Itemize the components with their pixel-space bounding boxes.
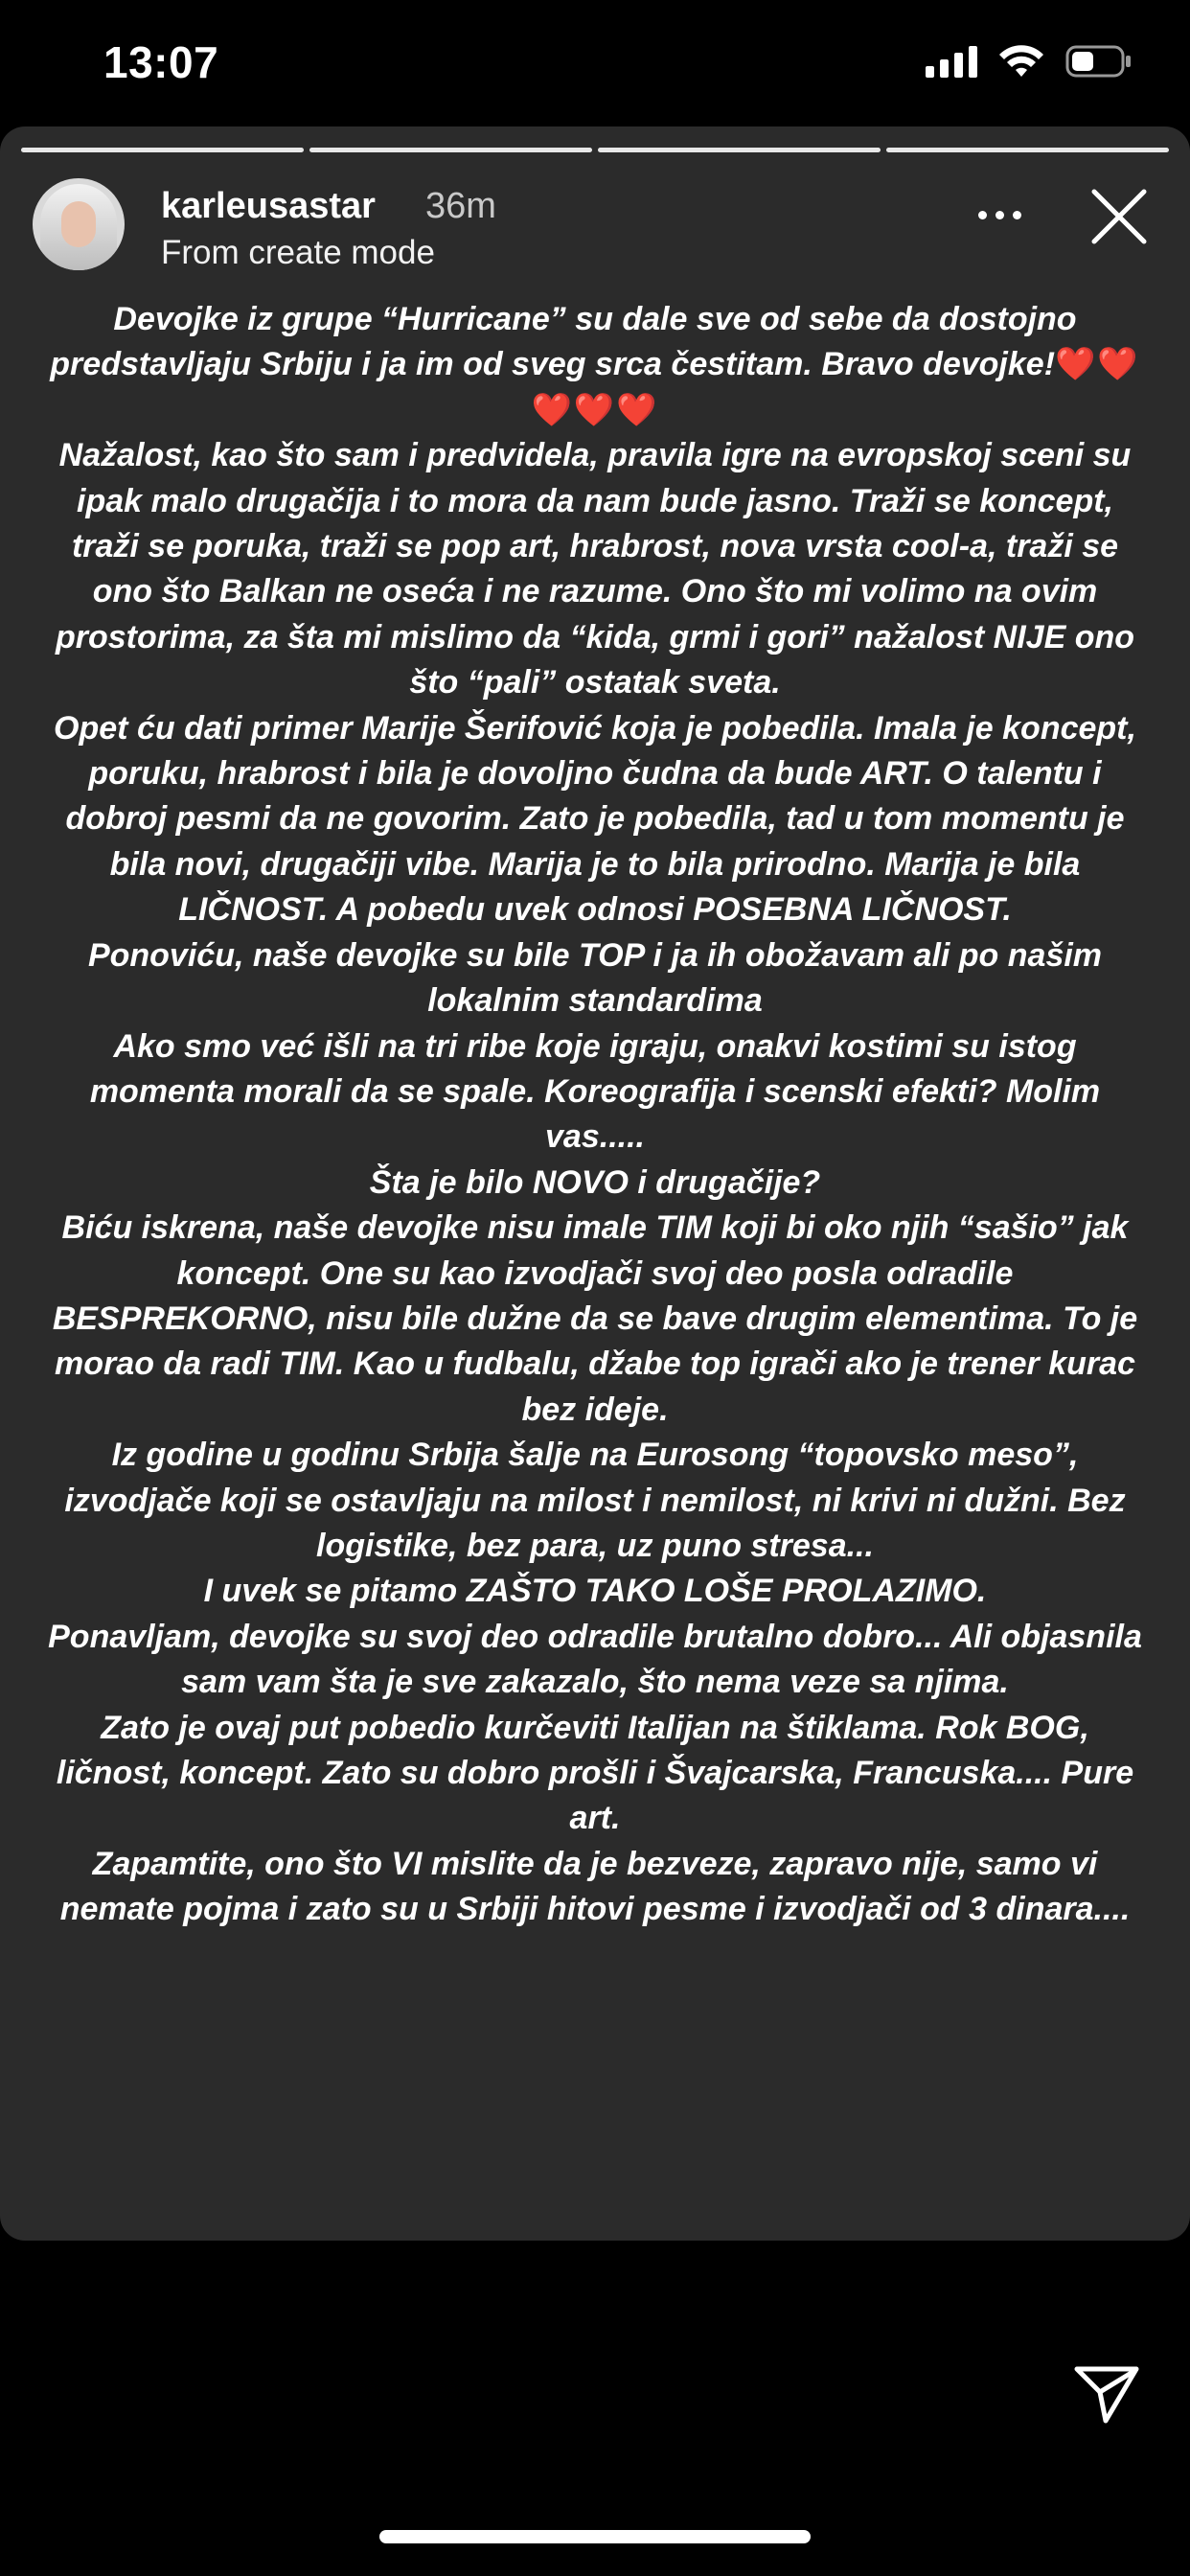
status-time: 13:07 [103, 37, 219, 87]
story-text [48, 297, 1142, 1933]
progress-segment [21, 148, 304, 152]
story-header [33, 178, 1157, 284]
close-icon[interactable] [1081, 178, 1157, 255]
story-paragraph: I uvek se pitamo ZAŠTO TAKO LOŠE PROLAZIMO. [203, 1573, 987, 1610]
story-paragraph: Ako smo već išli na tri ribe koje igraju, onakvi kostimi su istog momenta morali da se spale. Koreografija i scenski efekti? Molim vas..... [89, 1027, 1101, 1156]
wifi-icon [998, 44, 1044, 79]
story-paragraph: Zato je ovaj put pobedio kurčeviti Italijan na štiklama. Rok BOG, ličnost, koncept. Zato su dobro prošli i Švajcarska, Francuska.... Pure art. [56, 1709, 1134, 1837]
story-paragraph: Nažalost, kao što sam i predvidela, pravila igre na evropskoj sceni su ipak malo drugačija i to mora da nam bude jasno. Traži se koncept, traži se poruka, traži se pop art, hrabrost, nova vrsta cool-a, traži se ono što Balkan ne oseća i ne razume. Ono što mi volimo na ovim prostorima, za šta mi mislimo da “kida, grmi i gori” nažalost NIJE ono što “pali” ostatak sveta. [55, 437, 1135, 702]
time-ago: 36m [425, 186, 496, 226]
progress-segment [598, 148, 881, 152]
username[interactable]: karleusastar [161, 186, 376, 226]
story-paragraph: Ponavljam, devojke su svoj deo odradile brutalno dobro... Ali objasnila sam vam šta je sve zakazalo, što nema veze sa njima. [48, 1618, 1142, 1701]
story-progress [21, 148, 1169, 152]
story-paragraph: Iz godine u godinu Srbija šalje na Eurosong “topovsko meso”, izvodjače koji se ostavljaju na milost i nemilost, ni krivi ni dužni. Bez logistike, bez para, uz puno stresa... [64, 1437, 1126, 1564]
heart-emojis: ❤️❤️❤️❤️❤️ [531, 346, 1140, 428]
send-icon[interactable] [1071, 2363, 1142, 2426]
home-indicator[interactable] [379, 2530, 811, 2543]
status-bar [0, 0, 1190, 125]
story-card[interactable] [0, 126, 1190, 2241]
story-subtitle: From create mode [161, 234, 435, 271]
story-paragraph: Opet ću dati primer Marije Šerifović koja je pobedila. Imala je koncept, poruku, hrabrost i bila je dovoljno čudna da bude ART. O talentu i dobroj pesmi da ne govorim. Zato je pobedila, tad u tom momentu je bila novi, drugačiji vibe. Marija je to bila prirodno. Marija je bila LIČNOST. A pobedu uvek odnosi POSEBNA LIČNOST. [54, 709, 1136, 929]
story-paragraph: Ponoviću, naše devojke su bile TOP i ja ih obožavam ali po našim lokalnim standardima [87, 936, 1103, 1020]
battery-icon [1065, 45, 1133, 78]
story-paragraph: Biću iskrena, naše devojke nisu imale TIM koji bi oko njih “sašio” jak koncept. One su kao izvodjači svoj deo posla odradile BESPREKORNO, nisu bile dužne da se bave drugim elementima. To je morao da radi TIM. Kao u fudbalu, džabe top igrači ako je trener kurac bez ideje. [52, 1209, 1138, 1428]
status-icons [926, 44, 1133, 79]
progress-segment [309, 148, 592, 152]
avatar[interactable] [33, 178, 125, 270]
progress-segment-current [886, 148, 1169, 152]
story-paragraph: Zapamtite, ono što VI mislite da je bezveze, zapravo nije, samo vi nemate pojma i zato su u Srbiji hitovi pesme i izvodjači od 3 dinara.... [59, 1845, 1131, 1928]
story-paragraph: Šta je bilo NOVO i drugačije? [369, 1163, 821, 1201]
more-horizontal-icon[interactable] [978, 211, 1021, 219]
story-paragraph: Devojke iz grupe “Hurricane” su dale sve od sebe da dostojno predstavljaju Srbiju i ja im od sveg srca čestitam. Bravo devojke!❤️❤️❤️❤️❤️ [50, 301, 1140, 428]
cellular-signal-icon [926, 45, 977, 78]
